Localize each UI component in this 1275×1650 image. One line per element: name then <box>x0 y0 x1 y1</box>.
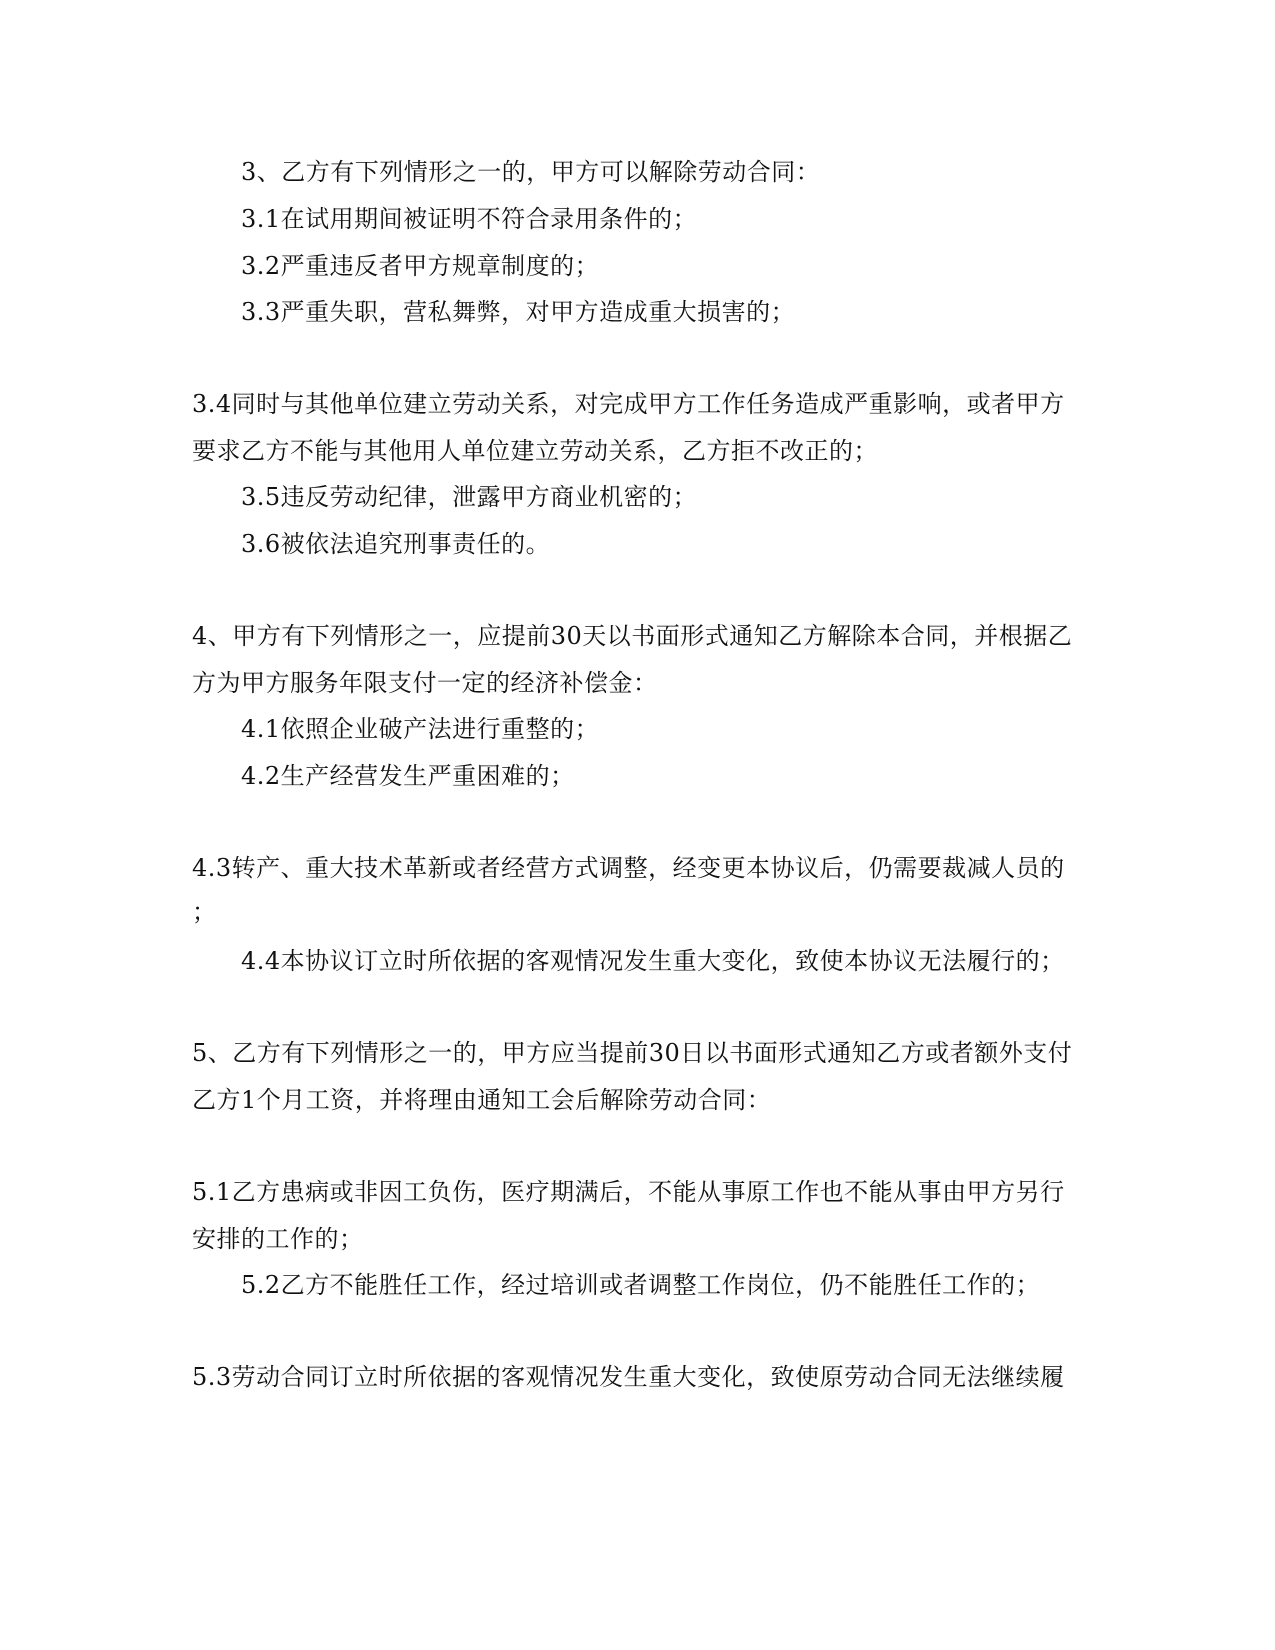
clause-5-1-line-1: 5.1乙方患病或非因工负伤，医疗期满后，不能从事原工作也不能从事由甲方另行 <box>192 1178 1065 1206</box>
clause-4-4: 4.4本协议订立时所依据的客观情况发生重大变化，致使本协议无法履行的； <box>241 947 1065 975</box>
clause-3-4-line-2: 要求乙方不能与其他用人单位建立劳动关系，乙方拒不改正的； <box>192 437 878 465</box>
clause-3-5: 3.5违反劳动纪律，泄露甲方商业机密的； <box>241 483 698 511</box>
clause-3-2: 3.2严重违反者甲方规章制度的； <box>241 252 600 280</box>
clause-5-heading-line-1: 5、乙方有下列情形之一的，甲方应当提前30日以书面形式通知乙方或者额外支付 <box>192 1039 1073 1067</box>
clause-3-heading: 3、乙方有下列情形之一的，甲方可以解除劳动合同： <box>241 158 821 186</box>
clause-4-heading-line-1: 4、甲方有下列情形之一，应提前30天以书面形式通知乙方解除本合同，并根据乙 <box>192 622 1073 650</box>
clause-5-3-line-1: 5.3劳动合同订立时所依据的客观情况发生重大变化，致使原劳动合同无法继续履 <box>192 1363 1065 1391</box>
clause-4-3-line-2: ； <box>192 898 217 926</box>
clause-4-3-line-1: 4.3转产、重大技术革新或者经营方式调整，经变更本协议后，仍需要裁减人员的 <box>192 854 1065 882</box>
clause-5-heading-line-2: 乙方1个月工资，并将理由通知工会后解除劳动合同： <box>192 1086 772 1114</box>
clause-3-4-line-1: 3.4同时与其他单位建立劳动关系，对完成甲方工作任务造成严重影响，或者甲方 <box>192 390 1065 418</box>
clause-5-1-line-2: 安排的工作的； <box>192 1225 364 1253</box>
clause-5-2: 5.2乙方不能胜任工作，经过培训或者调整工作岗位，仍不能胜任工作的； <box>241 1271 1041 1299</box>
clause-3-1: 3.1在试用期间被证明不符合录用条件的； <box>241 205 698 233</box>
clause-3-3: 3.3严重失职，营私舞弊，对甲方造成重大损害的； <box>241 298 796 326</box>
clause-4-1: 4.1依照企业破产法进行重整的； <box>241 715 600 743</box>
clause-4-heading-line-2: 方为甲方服务年限支付一定的经济补偿金： <box>192 669 658 697</box>
clause-3-6: 3.6被依法追究刑事责任的。 <box>241 530 551 558</box>
clause-4-2: 4.2生产经营发生严重困难的； <box>241 762 575 790</box>
